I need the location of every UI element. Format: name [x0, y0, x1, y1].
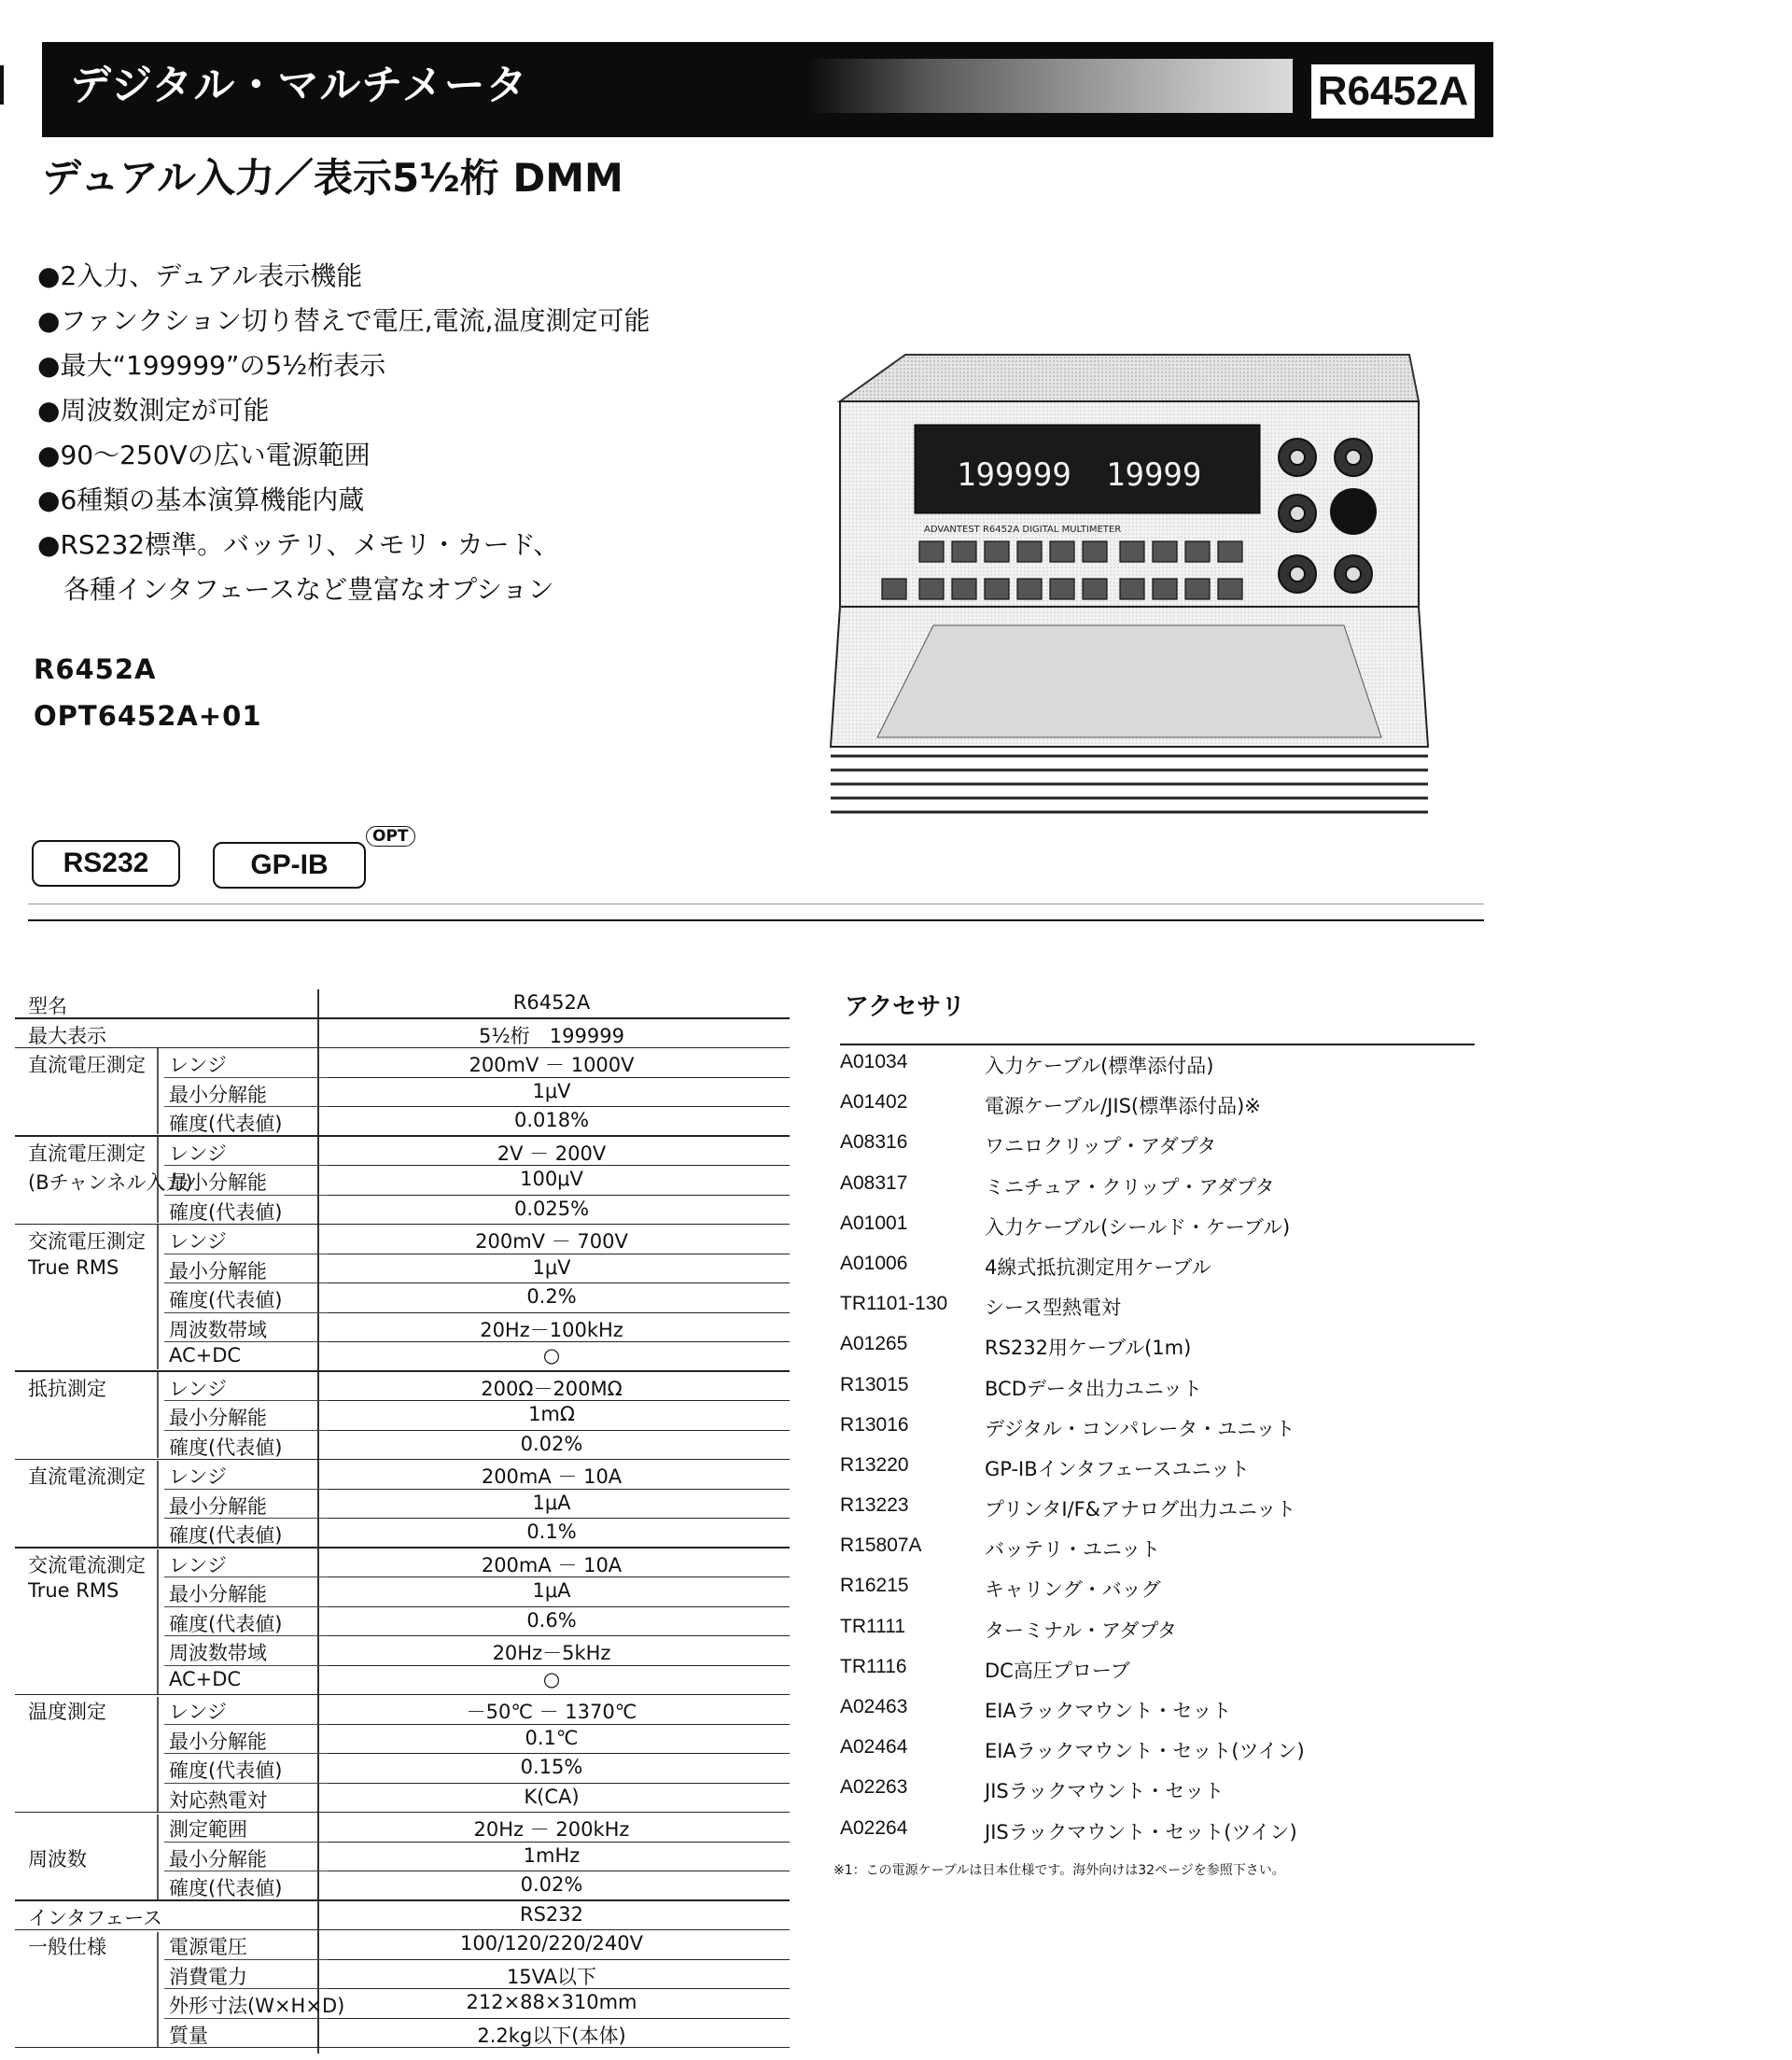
accessory-description: DC高圧プローブ [985, 1659, 1130, 1682]
spec-item: 外形寸法(W×H×D) [169, 1995, 345, 2017]
header-bar [42, 42, 1493, 137]
spec-value: 100μV [520, 1168, 583, 1190]
spec-item: 対応熱電対 [169, 1788, 267, 1812]
display-channel-b: 19999 [1106, 456, 1202, 494]
spec-row [15, 1078, 790, 1108]
accessory-code: R13016 [840, 1413, 909, 1436]
spec-item: 測定範囲 [169, 1818, 247, 1841]
accessory-code: A08316 [840, 1131, 908, 1154]
spec-row [15, 1225, 790, 1254]
accessory-description: 入力ケーブル(シールド・ケーブル) [985, 1215, 1291, 1239]
accessory-code: A01006 [840, 1252, 908, 1274]
spec-value: 212×88×310mm [466, 1991, 637, 2013]
accessory-code: A01265 [840, 1333, 908, 1355]
spec-value: 0.6% [526, 1608, 577, 1632]
spec-category: 直流電流測定 [28, 1465, 146, 1488]
spec-value: 1mΩ [528, 1403, 575, 1425]
spec-value: 20Hz－100kHz [480, 1318, 623, 1341]
spec-value: －50℃ － 1370℃ [466, 1701, 637, 1723]
spec-row [15, 1813, 790, 1843]
accessory-description: 4線式抵抗測定用ケーブル [985, 1255, 1211, 1279]
accessory-code: A08317 [840, 1171, 908, 1194]
spec-value: RS232 [519, 1902, 583, 1926]
spec-row [15, 1549, 790, 1578]
accessory-code: A02463 [840, 1696, 908, 1717]
feature-item: ●2入力、デュアル表示機能 [37, 260, 363, 291]
spec-row [15, 1490, 790, 1520]
header-screentone [807, 59, 1293, 113]
accessory-description: EIAラックマウント・セット(ツイン) [985, 1740, 1305, 1763]
spec-item: 最小分解能 [169, 1847, 267, 1871]
spec-value: 0.02% [520, 1432, 583, 1455]
accessory-description: 電源ケーブル/JIS(標準添付品)※ [985, 1095, 1261, 1118]
spec-category: True RMS [28, 1255, 119, 1279]
spec-row [15, 2019, 790, 2049]
option-tag: OPT [366, 826, 415, 847]
accessory-code: TR1116 [840, 1655, 907, 1677]
spec-item: 最小分解能 [169, 1583, 267, 1605]
spec-value: 15VA以下 [506, 1965, 597, 1988]
feature-item: ●最大“199999”の5½桁表示 [37, 350, 386, 381]
accessory-code: R15807A [840, 1534, 922, 1557]
spec-row [15, 1107, 790, 1137]
accessory-code: R13223 [840, 1494, 909, 1517]
accessories-footnote: ※1：この電源ケーブルは日本仕様です。海外向けは32ページを参照下さい。 [833, 1863, 1285, 1878]
accessory-description: バッテリ・ユニット [985, 1538, 1161, 1562]
spec-category: 温度測定 [28, 1701, 106, 1723]
spec-category: 型名 [28, 995, 67, 1017]
spec-value: 200mA － 10A [481, 1553, 623, 1577]
spec-value: 1μA [532, 1579, 571, 1602]
spec-row [15, 1372, 790, 1402]
spec-row [15, 1725, 790, 1755]
spec-row [15, 1401, 790, 1431]
spec-value: 5½桁 199999 [479, 1024, 624, 1047]
spec-value: 200mV － 700V [475, 1230, 628, 1253]
accessory-description: ターミナル・アダプタ [985, 1619, 1178, 1642]
spec-item: 確度(代表値) [169, 1524, 283, 1547]
spec-item: 最小分解能 [169, 1494, 267, 1518]
spec-category: 交流電流測定 [28, 1553, 146, 1577]
accessory-description: 入力ケーブル(標準添付品) [985, 1055, 1214, 1077]
spec-value: 1μV [532, 1255, 571, 1279]
accessory-description: EIAラックマウント・セット [985, 1700, 1232, 1722]
spec-item: 最小分解能 [169, 1083, 267, 1106]
spec-row [15, 1460, 790, 1490]
header-model: R6452A [1311, 64, 1475, 119]
spec-item: レンジ [169, 1230, 227, 1253]
display-channel-a: 199999 [957, 456, 1071, 494]
spec-value: 1μA [532, 1491, 571, 1514]
spec-row [15, 1019, 790, 1049]
accessories-title: アクセサリ [845, 993, 966, 1021]
rs232-badge: RS232 [32, 840, 180, 887]
accessory-description: プリンタI/F&アナログ出力ユニット [985, 1498, 1296, 1521]
spec-group-rule [15, 2047, 790, 2049]
bullet-icon: ● [37, 484, 61, 515]
spec-row [15, 1342, 790, 1372]
spec-item: 確度(代表値) [169, 1113, 283, 1135]
spec-item: AC+DC [169, 1344, 242, 1366]
accessory-description: ワニロクリップ・アダプタ [985, 1135, 1217, 1158]
bullet-icon: ● [37, 395, 61, 426]
accessory-code: TR1111 [840, 1615, 906, 1637]
spec-row [15, 1960, 790, 1990]
subtitle: デュアル入力／表示5½桁 DMM [42, 155, 623, 201]
base-rails [831, 756, 1428, 812]
spec-item: 確度(代表値) [169, 1612, 283, 1635]
spec-category: インタフェース [28, 1906, 163, 1929]
spec-category: 一般仕様 [28, 1936, 106, 1958]
spec-item: レンジ [169, 1465, 227, 1488]
spec-row [15, 1254, 790, 1284]
spec-item: レンジ [169, 1553, 227, 1577]
feature-list [37, 254, 651, 612]
spec-category: 抵抗測定 [28, 1377, 106, 1400]
bullet-icon: ● [37, 350, 61, 381]
spec-item: レンジ [169, 1701, 227, 1723]
feature-item: ●90～250Vの広い電源範囲 [37, 440, 371, 470]
spec-item: 最小分解能 [169, 1730, 267, 1753]
spec-table [15, 989, 790, 2048]
accessory-code: R13015 [840, 1373, 909, 1395]
instrument-photo [821, 345, 1437, 840]
spec-item: 質量 [169, 2024, 208, 2047]
accessories-rule [840, 1044, 1475, 1045]
accessory-code: A02264 [840, 1816, 908, 1839]
bullet-icon: ● [37, 260, 61, 291]
accessory-description: BCDデータ出力ユニット [985, 1377, 1203, 1400]
spec-value: 0.1℃ [525, 1726, 579, 1749]
spec-row [15, 1283, 790, 1313]
spec-row [15, 1784, 790, 1814]
spec-category: 交流電圧測定 [28, 1230, 146, 1253]
spec-value: 200Ω－200MΩ [481, 1377, 623, 1400]
accessory-code: R13220 [840, 1453, 909, 1476]
spec-value: 200mV － 1000V [469, 1054, 635, 1076]
spec-category: 周波数 [28, 1847, 87, 1871]
bullet-icon: ● [37, 529, 61, 560]
spec-category: 直流電圧測定 [28, 1054, 146, 1076]
spec-item: 電源電圧 [169, 1936, 247, 1958]
model-name: R6452A [34, 653, 157, 685]
spec-value: ○ [542, 1667, 561, 1690]
spec-item: 確度(代表値) [169, 1877, 283, 1899]
feature-item: ●RS232標準。バッテリ、メモリ・カード、 [37, 529, 560, 560]
accessory-code: A02464 [840, 1736, 908, 1759]
accessory-description: デジタル・コンパレータ・ユニット [985, 1417, 1295, 1440]
spec-item: 消費電力 [169, 1965, 247, 1988]
accessory-description: RS232用ケーブル(1m) [985, 1337, 1192, 1360]
accessory-code: A01402 [840, 1091, 908, 1114]
spec-value: 0.2% [526, 1285, 577, 1308]
spec-item: 周波数帯域 [169, 1642, 267, 1664]
spec-row [15, 1636, 790, 1666]
spec-value: ○ [542, 1344, 561, 1366]
spec-row [15, 1901, 790, 1931]
spec-item: レンジ [169, 1377, 227, 1400]
spec-row [15, 1871, 790, 1901]
spec-row [15, 1196, 790, 1226]
spec-row [15, 1843, 790, 1872]
spec-value: 20Hz－5kHz [492, 1642, 611, 1664]
spec-row [15, 1431, 790, 1461]
feature-item: ●周波数測定が可能 [37, 395, 270, 426]
spec-row [15, 1607, 790, 1637]
spec-item: 最小分解能 [169, 1407, 267, 1429]
spec-value: 2V － 200V [497, 1142, 607, 1165]
spec-value: 0.018% [513, 1109, 590, 1131]
spec-row [15, 1519, 790, 1549]
spec-item: 最小分解能 [169, 1171, 267, 1194]
accessory-description: シース型熱電対 [985, 1296, 1121, 1320]
spec-value: 0.02% [520, 1873, 583, 1896]
accessory-code: A01001 [840, 1212, 908, 1234]
panel-label: ADVANTEST R6452A DIGITAL MULTIMETER [924, 525, 1122, 535]
spec-category: 最大表示 [28, 1024, 106, 1047]
feature-item: ●ファンクション切り替えで電圧,電流,温度測定可能 [37, 305, 651, 336]
spec-value: R6452A [512, 991, 591, 1014]
spec-row [15, 1313, 790, 1343]
spec-category: (Bチャンネル入力) [28, 1171, 193, 1194]
spec-value: 2.2kg以下(本体) [477, 2024, 626, 2047]
spec-value: 100/120/220/240V [460, 1932, 643, 1955]
accessory-description: ミニチュア・クリップ・アダプタ [985, 1175, 1275, 1198]
option-model-name: OPT6452A+01 [34, 700, 262, 732]
spec-value: 200mA － 10A [481, 1465, 623, 1488]
spec-item: 確度(代表値) [169, 1289, 283, 1311]
spec-category: True RMS [28, 1579, 119, 1602]
spec-row [15, 1666, 790, 1696]
spec-value: K(CA) [524, 1785, 580, 1808]
accessory-code: R16215 [840, 1575, 909, 1597]
spec-row [15, 1989, 790, 2019]
spec-item: 最小分解能 [169, 1259, 267, 1282]
divider [28, 919, 1484, 921]
feature-item-continued: 各種インタフェースなど豊富なオプション [63, 574, 554, 605]
feature-item: ●6種類の基本演算機能内蔵 [37, 484, 365, 515]
bullet-icon: ● [37, 305, 61, 336]
spec-value: 1mHz [523, 1843, 581, 1867]
accessory-code: A01034 [840, 1051, 908, 1072]
accessory-description: JISラックマウント・セット(ツイン) [985, 1820, 1297, 1843]
spec-row [15, 1754, 790, 1784]
accessory-description: キャリング・バッグ [985, 1578, 1161, 1602]
spec-row [15, 989, 790, 1019]
spec-category: 直流電圧測定 [28, 1142, 146, 1165]
spec-row [15, 1137, 790, 1167]
spec-item: レンジ [169, 1054, 227, 1076]
spec-item: 確度(代表値) [169, 1759, 283, 1782]
spec-value: 0.15% [520, 1756, 583, 1778]
bullet-icon: ● [37, 440, 61, 470]
spec-row [15, 1577, 790, 1607]
accessory-code: A02263 [840, 1776, 908, 1799]
spec-row [15, 1048, 790, 1078]
spec-row [15, 1166, 790, 1196]
page-title: デジタル・マルチメータ [70, 62, 528, 109]
gpib-badge: GP-IB [213, 842, 366, 889]
spec-value: 0.025% [513, 1197, 590, 1220]
margin-mark [0, 65, 4, 105]
spec-item: AC+DC [169, 1667, 242, 1690]
spec-item: 確度(代表値) [169, 1200, 283, 1224]
accessory-code: TR1101-130 [840, 1293, 948, 1315]
spec-item: レンジ [169, 1142, 227, 1165]
spec-row [15, 1695, 790, 1725]
spec-value: 0.1% [526, 1520, 577, 1543]
accessory-description: JISラックマウント・セット [985, 1780, 1225, 1803]
accessory-description: GP-IBインタフェースユニット [985, 1457, 1250, 1480]
spec-item: 周波数帯域 [169, 1318, 267, 1341]
spec-value: 1μV [532, 1079, 571, 1102]
spec-item: 確度(代表値) [169, 1436, 283, 1459]
spec-value: 20Hz － 200kHz [473, 1818, 630, 1841]
spec-row [15, 1930, 790, 1960]
